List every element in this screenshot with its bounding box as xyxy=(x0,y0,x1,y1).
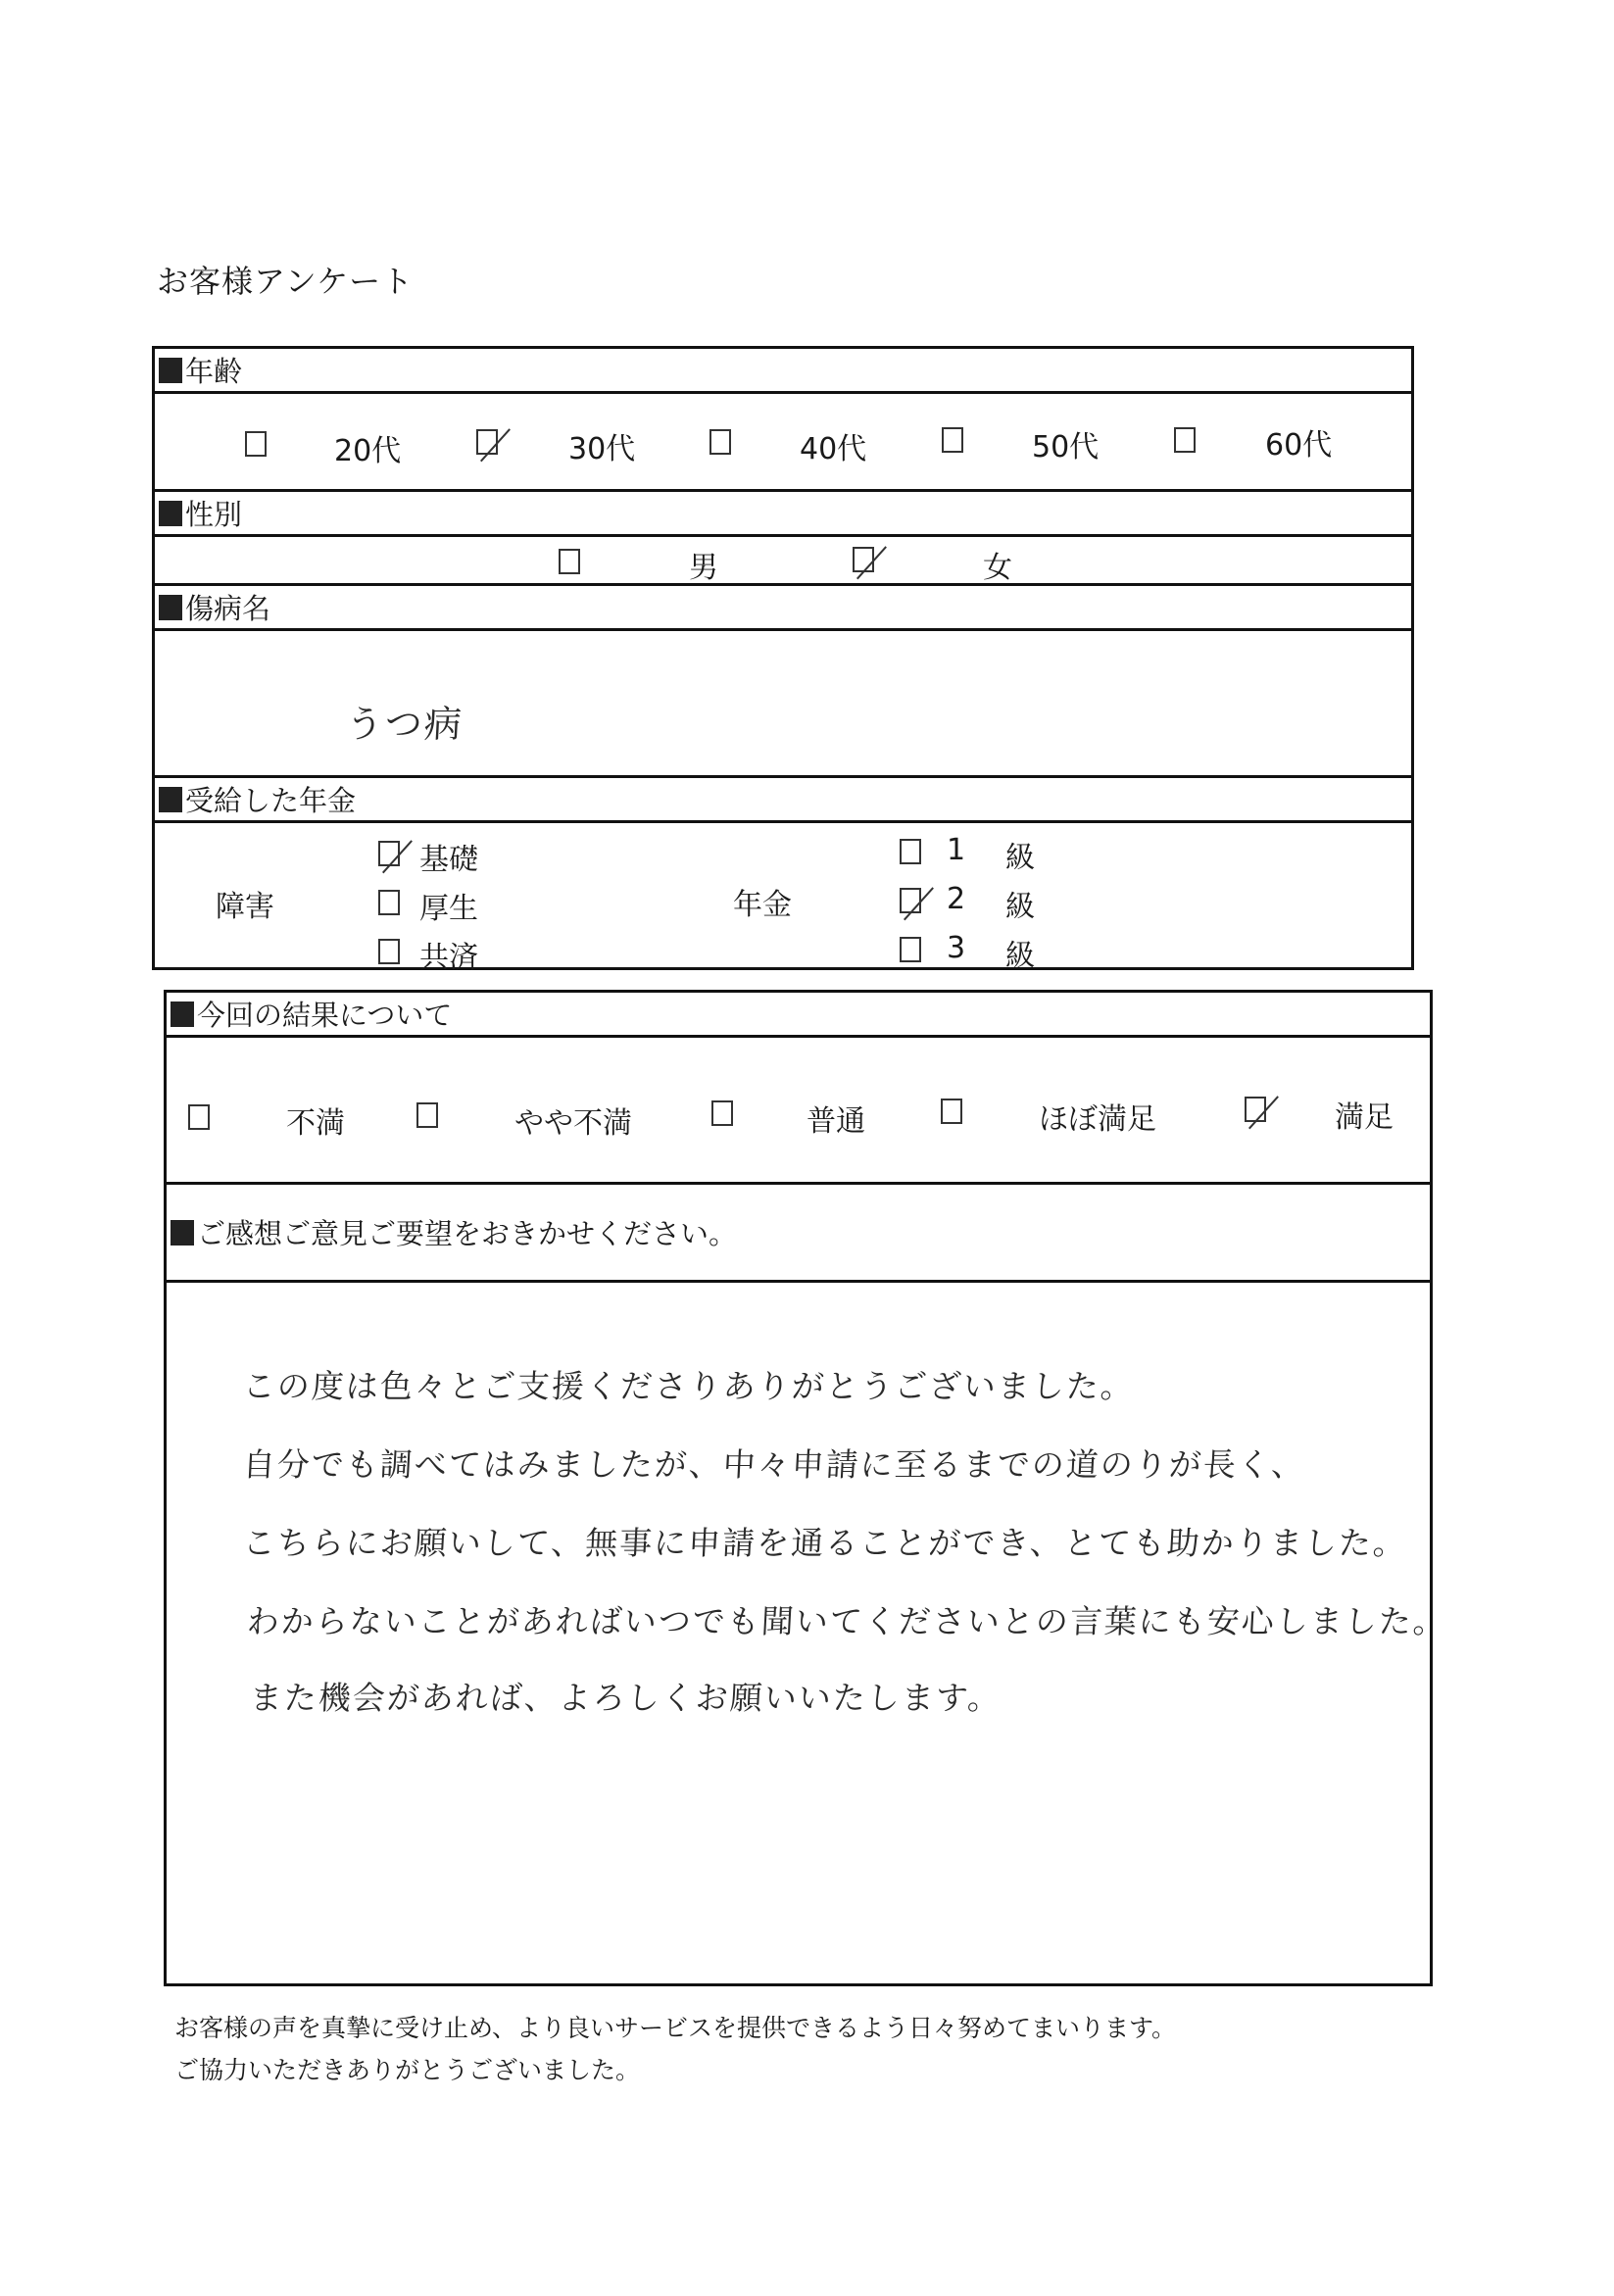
section-title: 年齢 xyxy=(185,355,243,388)
square-bullet-icon xyxy=(159,501,182,526)
option-label: 男 xyxy=(689,551,718,585)
age-options xyxy=(155,394,1411,492)
option-label: 不満 xyxy=(286,1106,345,1141)
section-title: 傷病名 xyxy=(185,592,271,625)
gender-options xyxy=(155,537,1411,586)
survey-form-lower xyxy=(164,990,1448,1986)
checkbox-satisfied[interactable] xyxy=(1245,1097,1266,1122)
comment-line: わからないことがあればいつでも聞いてくださいとの言葉にも安心しました。 xyxy=(245,1602,1448,1640)
checkbox-kyousai[interactable] xyxy=(378,939,400,964)
grade-unit: 級 xyxy=(1005,841,1035,875)
section-title: 今回の結果について xyxy=(197,999,453,1032)
square-bullet-icon xyxy=(159,787,182,812)
square-bullet-icon xyxy=(159,358,182,383)
comments-field[interactable] xyxy=(167,1283,1448,1988)
option-label: 20代 xyxy=(334,434,402,468)
checkbox-female[interactable] xyxy=(853,547,874,572)
checkbox-grade-1[interactable] xyxy=(900,839,921,864)
square-bullet-icon xyxy=(159,595,182,620)
option-label: 普通 xyxy=(807,1104,865,1139)
option-label: 60代 xyxy=(1265,428,1333,463)
checkbox-neutral[interactable] xyxy=(711,1100,733,1126)
section-header-pension xyxy=(155,778,1411,823)
checkbox-mostly-satisfied[interactable] xyxy=(941,1099,962,1124)
section-title: 受給した年金 xyxy=(185,784,357,817)
section-title: ご感想ご意見ご要望をおきかせください。 xyxy=(197,1217,738,1250)
option-label: 50代 xyxy=(1032,430,1100,464)
checkbox-male[interactable] xyxy=(559,549,580,574)
grade-unit: 級 xyxy=(1005,939,1035,973)
diagnosis-value: うつ病 xyxy=(344,703,465,746)
section-header-result xyxy=(167,993,1430,1038)
option-label: 40代 xyxy=(800,432,867,466)
checkbox-40s[interactable] xyxy=(709,429,731,455)
checkbox-kousei[interactable] xyxy=(378,890,400,915)
comment-line: こちらにお願いして、無事に申請を通ることができ、とても助かりました。 xyxy=(241,1524,1408,1562)
checkbox-dissatisfied[interactable] xyxy=(188,1104,210,1130)
option-label: 女 xyxy=(983,551,1012,585)
checkbox-30s[interactable] xyxy=(476,429,498,455)
checkbox-kiso[interactable] xyxy=(378,841,400,866)
section-header-age xyxy=(155,349,1411,394)
grade-unit: 級 xyxy=(1005,890,1035,924)
footer-thanks: ご協力いただきありがとうございました。 xyxy=(174,2056,641,2084)
comment-line: 自分でも調べてはみましたが、中々申請に至るまでの道のりが長く、 xyxy=(241,1445,1307,1484)
comment-line: この度は色々とご支援くださりありがとうございました。 xyxy=(241,1367,1136,1405)
checkbox-grade-2[interactable] xyxy=(900,888,921,913)
option-label: 満足 xyxy=(1335,1100,1394,1135)
option-label: ほぼ満足 xyxy=(1039,1102,1156,1137)
grade-number: 1 xyxy=(947,833,966,867)
checkbox-60s[interactable] xyxy=(1174,427,1196,453)
survey-title: お客様アンケート xyxy=(157,263,415,300)
option-label: 基礎 xyxy=(419,843,478,877)
pension-grade-label: 年金 xyxy=(733,888,792,922)
result-options xyxy=(167,1038,1430,1185)
checkbox-50s[interactable] xyxy=(942,427,963,453)
pension-category-label: 障害 xyxy=(216,890,274,924)
section-header-comments xyxy=(167,1185,1430,1283)
option-label: やや不満 xyxy=(514,1106,632,1141)
survey-form xyxy=(152,346,1414,975)
option-label: 厚生 xyxy=(419,892,478,926)
pension-options xyxy=(155,823,1411,975)
diagnosis-field[interactable] xyxy=(155,631,1411,778)
footer-message: お客様の声を真摯に受け止め、より良いサービスを提供できるよう日々努めてまいります。 xyxy=(174,2014,1177,2042)
section-title: 性別 xyxy=(185,498,243,531)
grade-number: 3 xyxy=(947,931,966,965)
option-label: 30代 xyxy=(568,432,636,466)
checkbox-somewhat-dissatisfied[interactable] xyxy=(416,1102,438,1128)
section-header-diagnosis xyxy=(155,586,1411,631)
checkbox-grade-3[interactable] xyxy=(900,937,921,962)
option-label: 共済 xyxy=(419,941,478,975)
square-bullet-icon xyxy=(171,1220,194,1246)
grade-number: 2 xyxy=(947,882,966,916)
square-bullet-icon xyxy=(171,1001,194,1027)
section-header-gender xyxy=(155,492,1411,537)
comment-line: また機会があれば、よろしくお願いいたします。 xyxy=(248,1679,1003,1717)
checkbox-20s[interactable] xyxy=(245,431,267,457)
